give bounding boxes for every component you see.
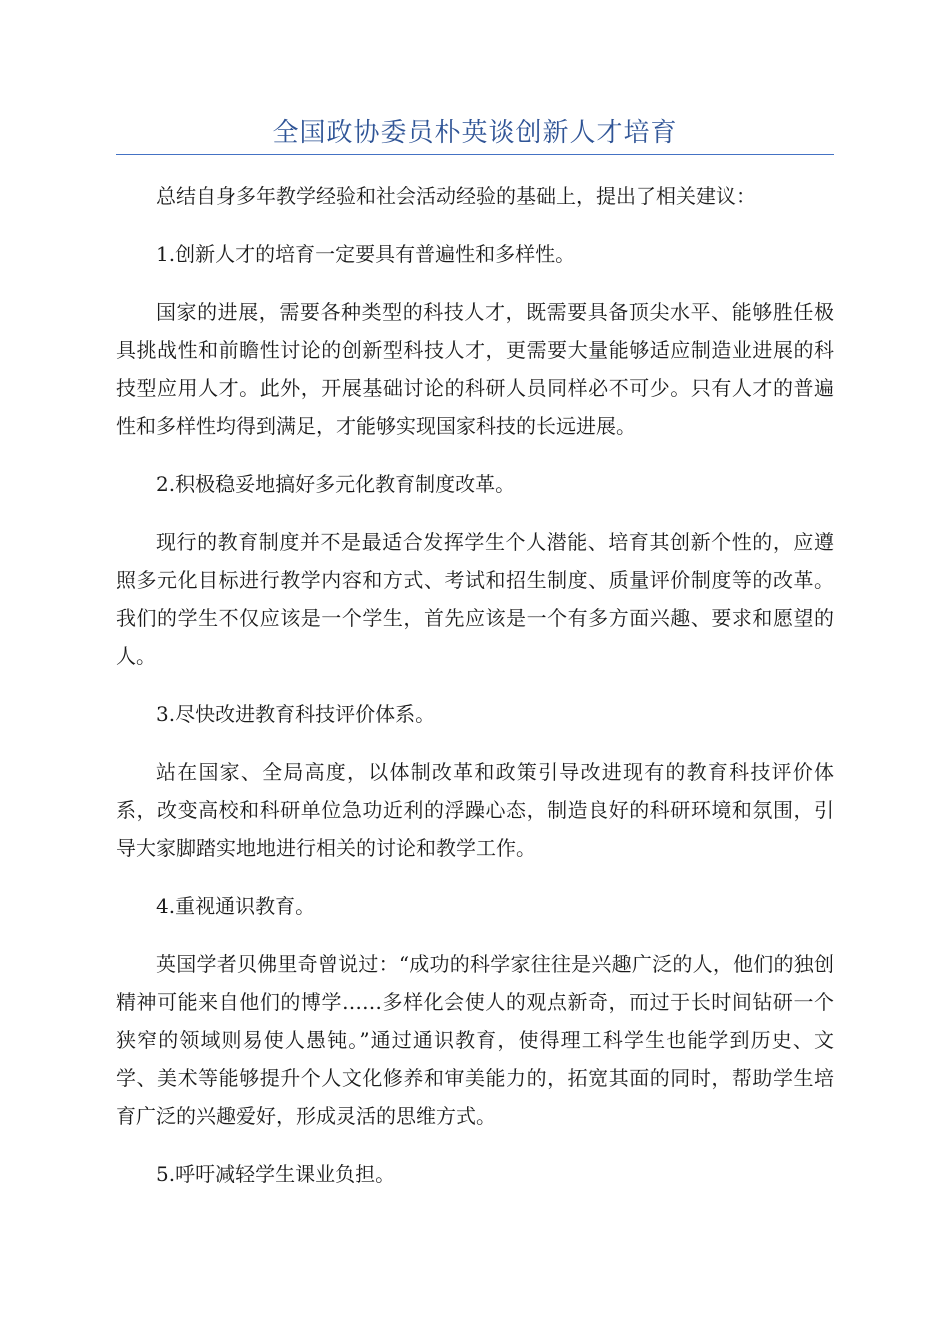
section-paragraph-2: 现行的教育制度并不是最适合发挥学生个人潜能、培育其创新个性的，应遵照多元化目标进行教学内容和方式、考试和招生制度、质量评价制度等的改革。我们的学生不仅应该是一个学生，首先应该是一个有多方面兴趣、要求和愿望的人。 — [116, 530, 834, 668]
title-underline — [116, 154, 834, 155]
section-paragraph-4: 英国学者贝佛里奇曾说过：“成功的科学家往往是兴趣广泛的人，他们的独创精神可能来自他们的博学……多样化会使人的观点新奇，而过于长时间钻研一个狭窄的领域则易使人愚钝。”通过通识教育，使得理工科学生也能学到历史、文学、美术等能够提升个人文化修养和审美能力的，拓宽其面的同时，帮助学生培育广泛的兴趣爱好，形成灵活的思维方式。 — [116, 952, 834, 1128]
section-heading-3: 3.尽快改进教育科技评价体系。 — [156, 702, 436, 726]
section-paragraph-1: 国家的进展，需要各种类型的科技人才，既需要具备顶尖水平、能够胜任极具挑战性和前瞻性讨论的创新型科技人才，更需要大量能够适应制造业进展的科技型应用人才。此外，开展基础讨论的科研人员同样必不可少。只有人才的普遍性和多样性均得到满足，才能够实现国家科技的长远进展。 — [116, 300, 834, 438]
section-heading-2: 2.积极稳妥地搞好多元化教育制度改革。 — [156, 472, 516, 496]
document-body — [116, 177, 834, 1213]
section-heading-5: 5.呼吁减轻学生课业负担。 — [156, 1162, 396, 1186]
section-paragraph-3: 站在国家、全局高度，以体制改革和政策引导改进现有的教育科技评价体系，改变高校和科研单位急功近利的浮躁心态，制造良好的科研环境和氛围，引导大家脚踏实地地进行相关的讨论和教学工作。 — [116, 760, 834, 860]
section-heading-1: 1.创新人才的培育一定要具有普遍性和多样性。 — [156, 242, 576, 266]
intro-paragraph: 总结自身多年教学经验和社会活动经验的基础上，提出了相关建议： — [156, 184, 756, 208]
document-title: 全国政协委员朴英谈创新人才培育 — [272, 118, 678, 148]
section-heading-4: 4.重视通识教育。 — [156, 894, 316, 918]
